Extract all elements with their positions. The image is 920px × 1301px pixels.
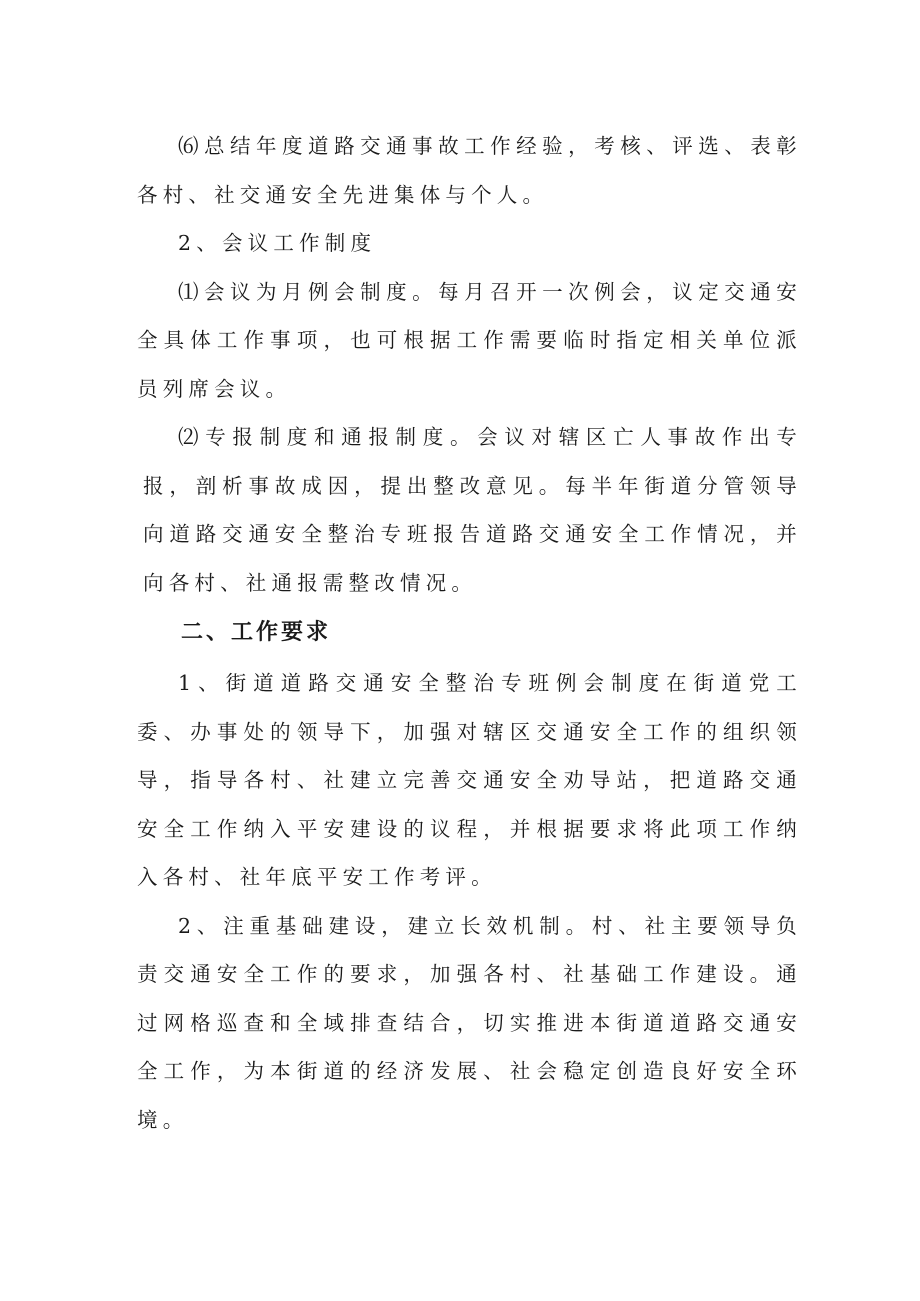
section-heading-work-requirements: 二、工作要求 [181, 620, 332, 645]
paragraph-meeting-system-title: 2、会议工作制度 [178, 231, 377, 255]
paragraph-requirement-2: 2、注重基础建设，建立长效机制。村、社主要领导负责交通安全工作的要求，加强各村、社基础工作建设。通过网格巡查和全域排查结合，切实推进本街道道路交通安全工作，为本街道的经济发展、社会稳定创造良好安全环境。 [137, 913, 802, 1132]
paragraph-requirement-1: 1、街道道路交通安全整治专班例会制度在街道党工委、办事处的领导下，加强对辖区交通安全工作的组织领导，指导各村、社建立完善交通安全劝导站，把道路交通安全工作纳入平安建设的议程，并根据要求将此项工作纳入各村、社年底平安工作考评。 [137, 671, 802, 889]
paragraph-monthly-meeting: ⑴会议为月例会制度。每月召开一次例会，议定交通安全具体工作事项，也可根据工作需要临时指定相关单位派员列席会议。 [137, 279, 802, 401]
paragraph-report-system: ⑵专报制度和通报制度。会议对辖区亡人事故作出专报，剖析事故成因，提出整改意见。每半年街道分管领导向道路交通安全整治专班报告道路交通安全工作情况，并向各村、社通报需整改情况。 [143, 425, 802, 595]
paragraph-annual-summary: ⑹总结年度道路交通事故工作经验，考核、评选、表彰各村、社交通安全先进集体与个人。 [137, 134, 802, 207]
document-body [137, 122, 802, 1144]
